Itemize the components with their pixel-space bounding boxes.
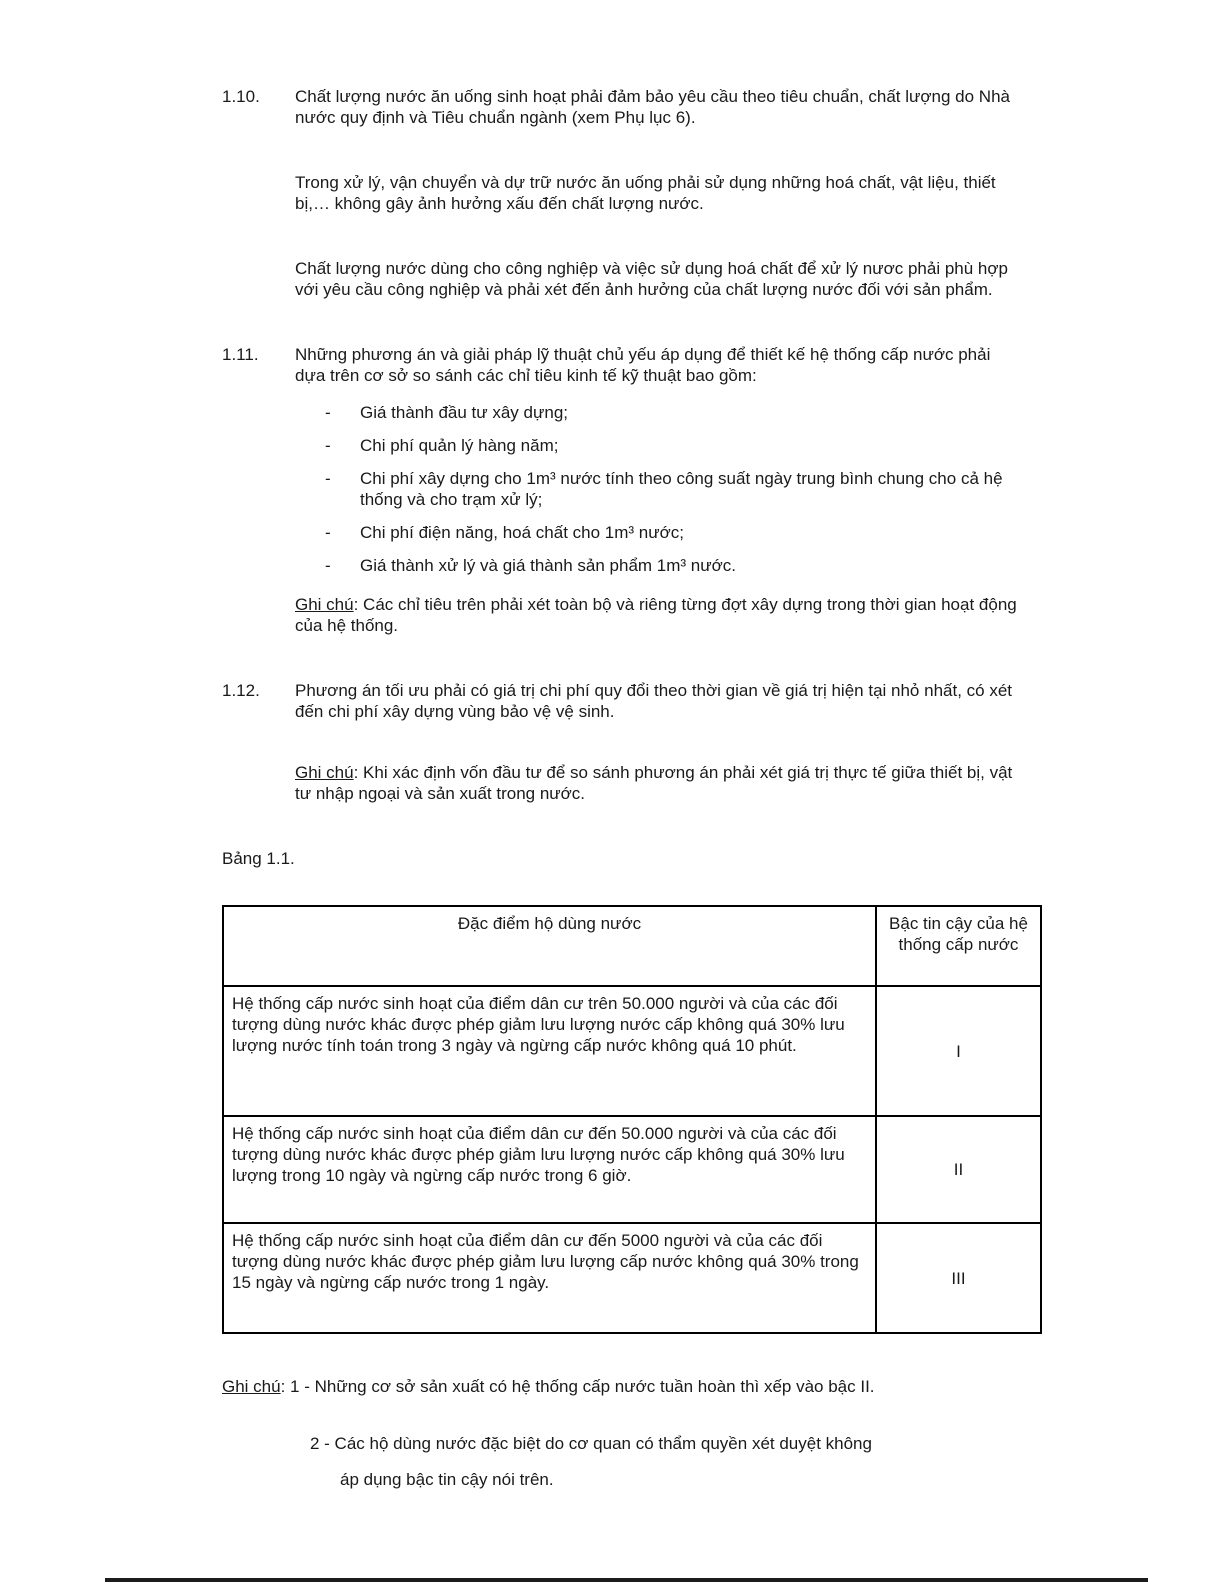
note-label: Ghi chú <box>295 763 354 782</box>
cell-grade: III <box>876 1223 1041 1333</box>
bullet-dash: - <box>325 523 331 542</box>
footnote-3: áp dụng bậc tin cậy nói trên. <box>340 1470 554 1489</box>
cell-grade: I <box>876 986 1041 1116</box>
paragraph: Chất lượng nước ăn uống sinh hoạt phải đảm bảo yêu cầu theo tiêu chuẩn, chất lượng do Nhà nước quy định và Tiêu chuẩn ngành (xem Phụ lục 6). <box>295 87 1010 127</box>
footnote-1 <box>222 1376 1040 1397</box>
section-body <box>295 344 1022 636</box>
bullet-list <box>295 402 1022 576</box>
note-text: : Các chỉ tiêu trên phải xét toàn bộ và riêng từng đợt xây dựng trong thời gian hoạt động của hệ thống. <box>295 595 1017 635</box>
section-body <box>295 680 1022 804</box>
bullet-dash: - <box>325 556 331 575</box>
page-bottom-rule <box>105 1578 1148 1582</box>
note <box>295 762 1022 804</box>
reliability-table <box>222 905 1042 1334</box>
note-label: Ghi chú <box>295 595 354 614</box>
cell-grade: II <box>876 1116 1041 1223</box>
paragraph: Những phương án và giải pháp lỹ thuật chủ yếu áp dụng để thiết kế hệ thống cấp nước phải dựa trên cơ sở so sánh các chỉ tiêu kinh tế kỹ thuật bao gồm: <box>295 345 991 385</box>
note-text: : Khi xác định vốn đầu tư để so sánh phương án phải xét giá trị thực tế giữa thiết bị, vật tư nhập ngoại và sản xuất trong nước. <box>295 763 1013 803</box>
footnote-2: 2 - Các hộ dùng nước đặc biệt do cơ quan có thẩm quyền xét duyệt không <box>310 1434 872 1453</box>
footnotes <box>222 1376 1040 1490</box>
paragraph: Chất lượng nước dùng cho công nghiệp và việc sử dụng hoá chất để xử lý nươc phải phù hợp với yêu cầu công nghiệp và phải xét đến ảnh hưởng của chất lượng nước đối với sản phẩm. <box>295 259 1008 299</box>
bullet-dash: - <box>325 469 331 488</box>
section-1-12 <box>222 680 1040 804</box>
section-body <box>295 86 1022 300</box>
page-content <box>222 86 1040 1490</box>
section-number: 1.11. <box>222 345 259 364</box>
note-text: : 1 - Những cơ sở sản xuất có hệ thống cấp nước tuần hoàn thì xếp vào bậc II. <box>280 1377 875 1396</box>
section-number: 1.10. <box>222 87 260 106</box>
list-item-text: Chi phí quản lý hàng năm; <box>360 436 559 455</box>
bullet-dash: - <box>325 436 331 455</box>
list-item <box>295 522 1022 543</box>
note <box>295 594 1022 636</box>
cell-description: Hệ thống cấp nước sinh hoạt của điểm dân cư trên 50.000 người và của các đối tượng dùng nước khác được phép giảm lưu lượng nước cấp không quá 30% lưu lượng nước tính toán trong 3 ngày và ngừng cấp nước không quá 10 phút. <box>223 986 876 1116</box>
section-1-11 <box>222 344 1040 636</box>
list-item-text: Giá thành đầu tư xây dựng; <box>360 403 569 422</box>
list-item <box>295 435 1022 456</box>
table-row <box>223 1223 1041 1333</box>
table-header-row <box>223 906 1041 986</box>
table-caption: Bảng 1.1. <box>222 849 295 868</box>
list-item-text: Chi phí xây dựng cho 1m³ nước tính theo công suất ngày trung bình chung cho cả hệ thống và cho trạm xử lý; <box>360 469 1003 509</box>
list-item-text: Giá thành xử lý và giá thành sản phẩm 1m³ nước. <box>360 556 736 575</box>
col-header-reliability: Bậc tin cậy của hệ thống cấp nước <box>876 906 1041 986</box>
section-1-10 <box>222 86 1040 300</box>
section-number: 1.12. <box>222 681 260 700</box>
cell-description: Hệ thống cấp nước sinh hoạt của điểm dân cư đến 5000 người và của các đối tượng dùng nước khác được phép giảm lưu lượng cấp nước không quá 30% trong 15 ngày và ngừng cấp nước trong 1 ngày. <box>223 1223 876 1333</box>
list-item <box>295 555 1022 576</box>
list-item <box>295 402 1022 423</box>
col-header-household: Đặc điểm hộ dùng nước <box>223 906 876 986</box>
list-item-text: Chi phí điện năng, hoá chất cho 1m³ nước; <box>360 523 684 542</box>
cell-description: Hệ thống cấp nước sinh hoạt của điểm dân cư đến 50.000 người và của các đối tượng dùng nước khác được phép giảm lưu lượng nước cấp không quá 30% lưu lượng trong 10 ngày và ngừng cấp nước trong 6 giờ. <box>223 1116 876 1223</box>
bullet-dash: - <box>325 403 331 422</box>
paragraph: Trong xử lý, vận chuyển và dự trữ nước ăn uống phải sử dụng những hoá chất, vật liệu, thiết bị,… không gây ảnh hưởng xấu đến chất lượng nước. <box>295 173 996 213</box>
table-row <box>223 986 1041 1116</box>
table-row <box>223 1116 1041 1223</box>
paragraph: Phương án tối ưu phải có giá trị chi phí quy đổi theo thời gian về giá trị hiện tại nhỏ nhất, có xét đến chi phí xây dựng vùng bảo vệ vệ sinh. <box>295 681 1012 721</box>
note-label: Ghi chú <box>222 1377 281 1396</box>
list-item <box>295 468 1022 510</box>
